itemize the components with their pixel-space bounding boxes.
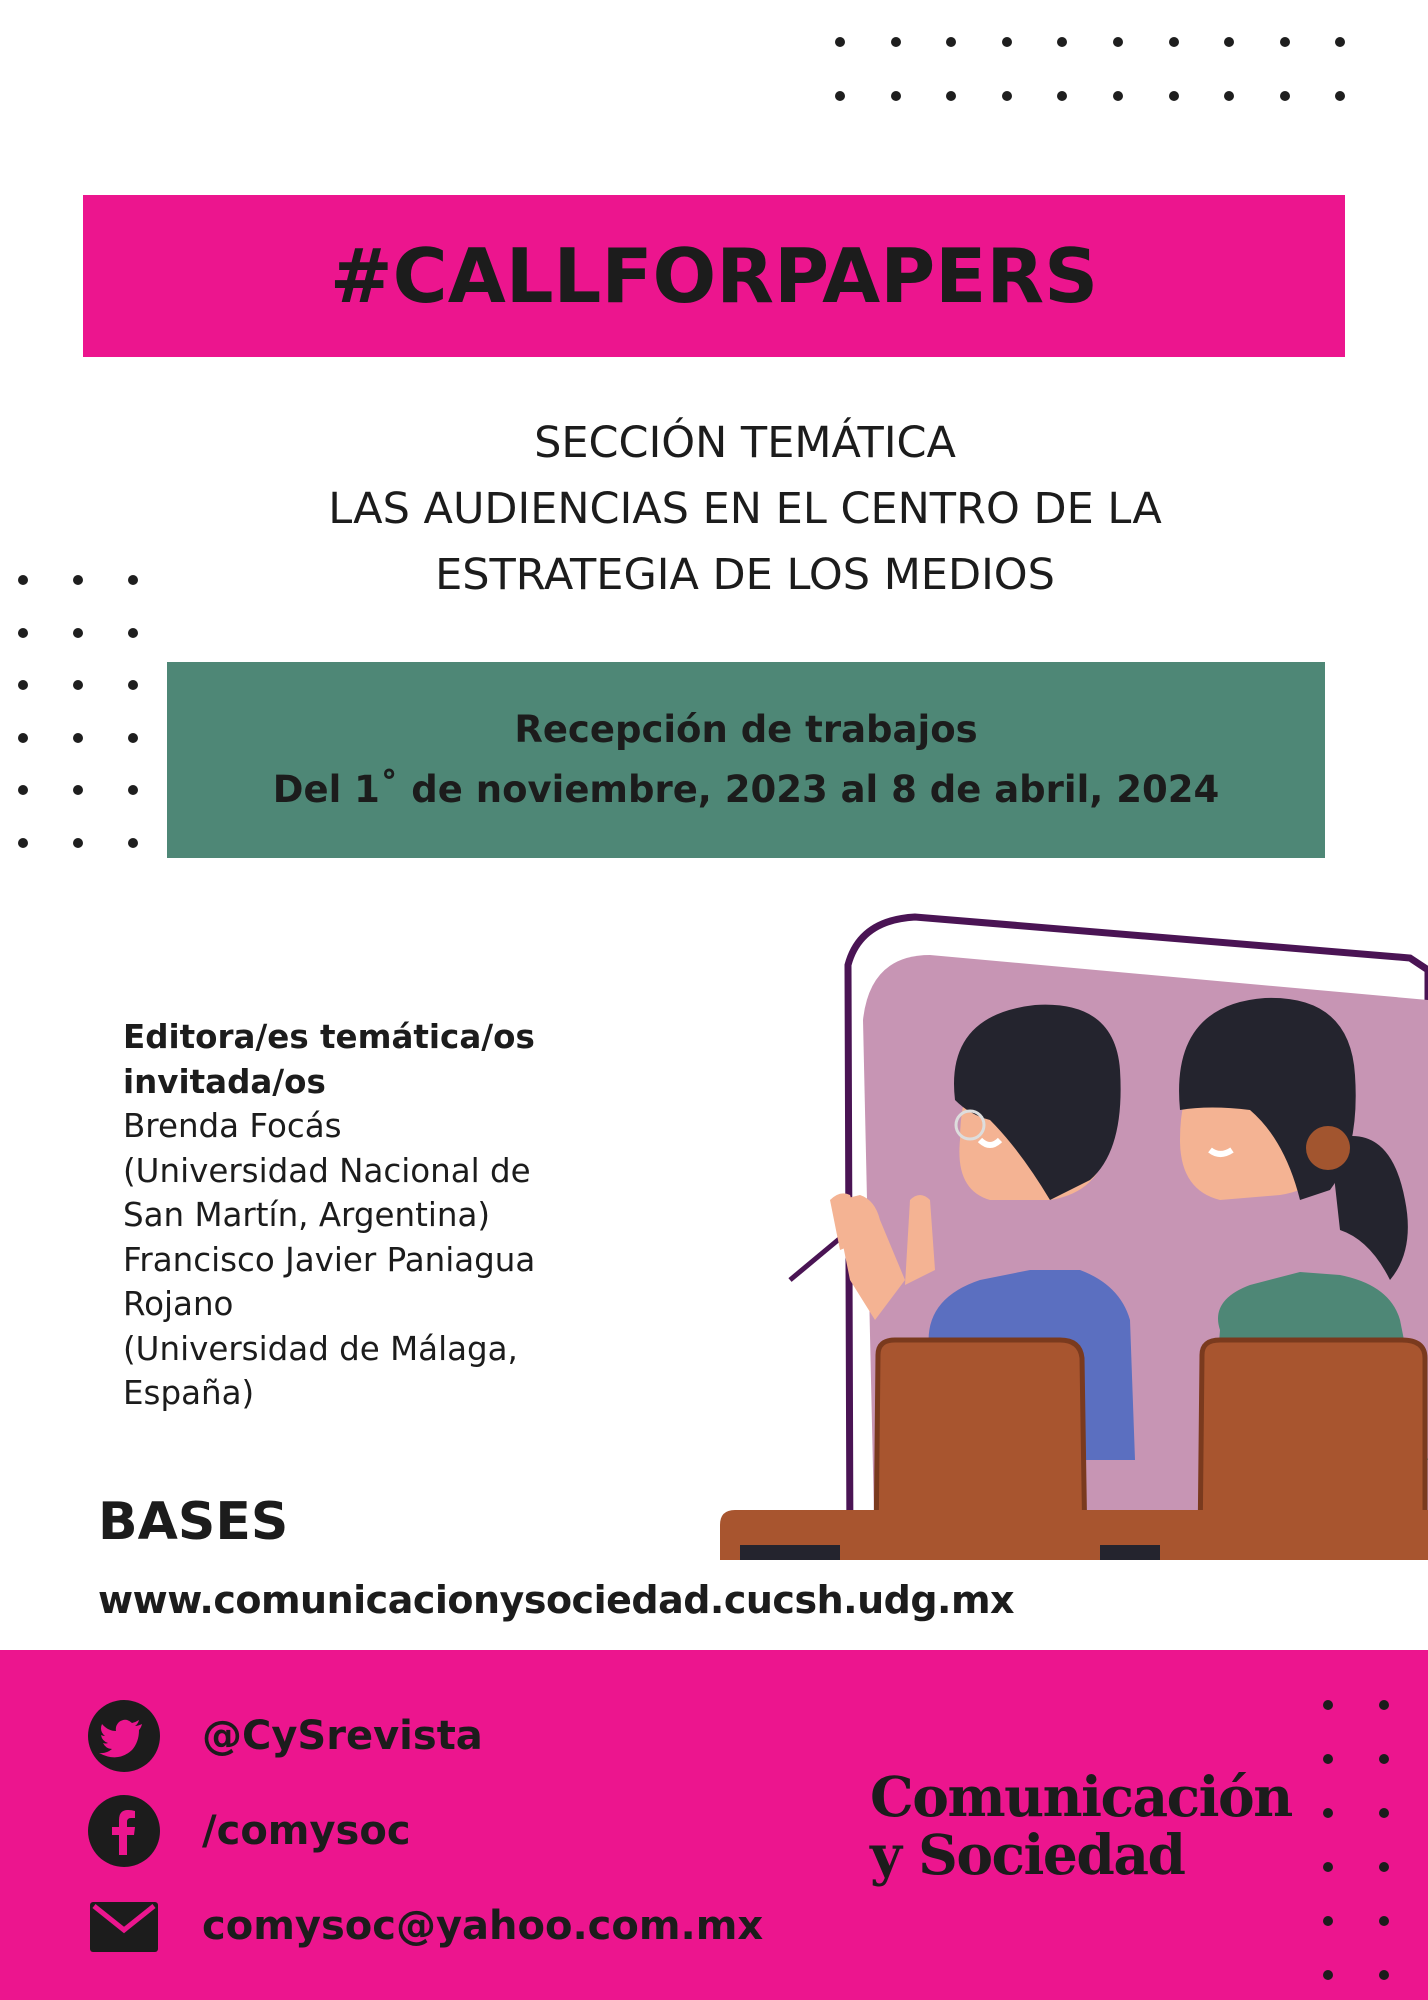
bases-url-link[interactable]: www.comunicacionysociedad.cucsh.udg.mx xyxy=(98,1578,1015,1622)
editors-heading: invitada/os xyxy=(123,1062,326,1101)
editor-line: San Martín, Argentina) xyxy=(123,1196,491,1234)
twitter-icon xyxy=(88,1700,160,1772)
email-address: comysoc@yahoo.com.mx xyxy=(202,1903,764,1949)
editor-line: Rojano xyxy=(123,1285,234,1323)
twitter-handle: @CySrevista xyxy=(202,1713,483,1759)
bases-title: BASES xyxy=(98,1492,289,1552)
editor-line: (Universidad de Málaga, xyxy=(123,1329,518,1368)
contact-twitter[interactable] xyxy=(88,1700,483,1772)
editor-line: España) xyxy=(123,1374,255,1412)
contact-facebook[interactable] xyxy=(88,1795,411,1867)
section-title-line: SECCIÓN TEMÁTICA xyxy=(534,418,956,468)
section-title xyxy=(200,410,1290,608)
contact-email[interactable] xyxy=(88,1890,763,1962)
banner-title: #CALLFORPAPERS xyxy=(329,232,1099,320)
editor-line: (Universidad Nacional de xyxy=(123,1151,531,1190)
editor-line: Francisco Javier Paniagua xyxy=(123,1240,536,1279)
logo-line: Comunicación xyxy=(870,1764,1292,1829)
section-title-line: LAS AUDIENCIAS EN EL CENTRO DE LA xyxy=(328,484,1162,534)
section-title-line: ESTRATEGIA DE LOS MEDIOS xyxy=(435,550,1055,600)
decorative-dots-bottom xyxy=(1323,1700,1428,2000)
decorative-dots-top xyxy=(835,37,1345,101)
logo-line: y Sociedad xyxy=(870,1822,1185,1887)
mail-icon xyxy=(88,1890,160,1962)
editors-heading: Editora/es temática/os xyxy=(123,1018,535,1056)
reception-dates: Del 1˚ de noviembre, 2023 al 8 de abril, 2024 xyxy=(272,768,1220,811)
decorative-dots-left xyxy=(18,575,138,848)
facebook-handle: /comysoc xyxy=(202,1808,411,1854)
journal-logo xyxy=(870,1764,1292,1887)
reception-box xyxy=(167,662,1325,858)
guest-editors xyxy=(123,1015,683,1416)
audience-illustration xyxy=(690,900,1428,1560)
facebook-icon xyxy=(88,1795,160,1867)
reception-title: Recepción de trabajos xyxy=(514,708,978,751)
callforpapers-banner xyxy=(83,195,1345,357)
editor-line: Brenda Focás xyxy=(123,1107,342,1145)
